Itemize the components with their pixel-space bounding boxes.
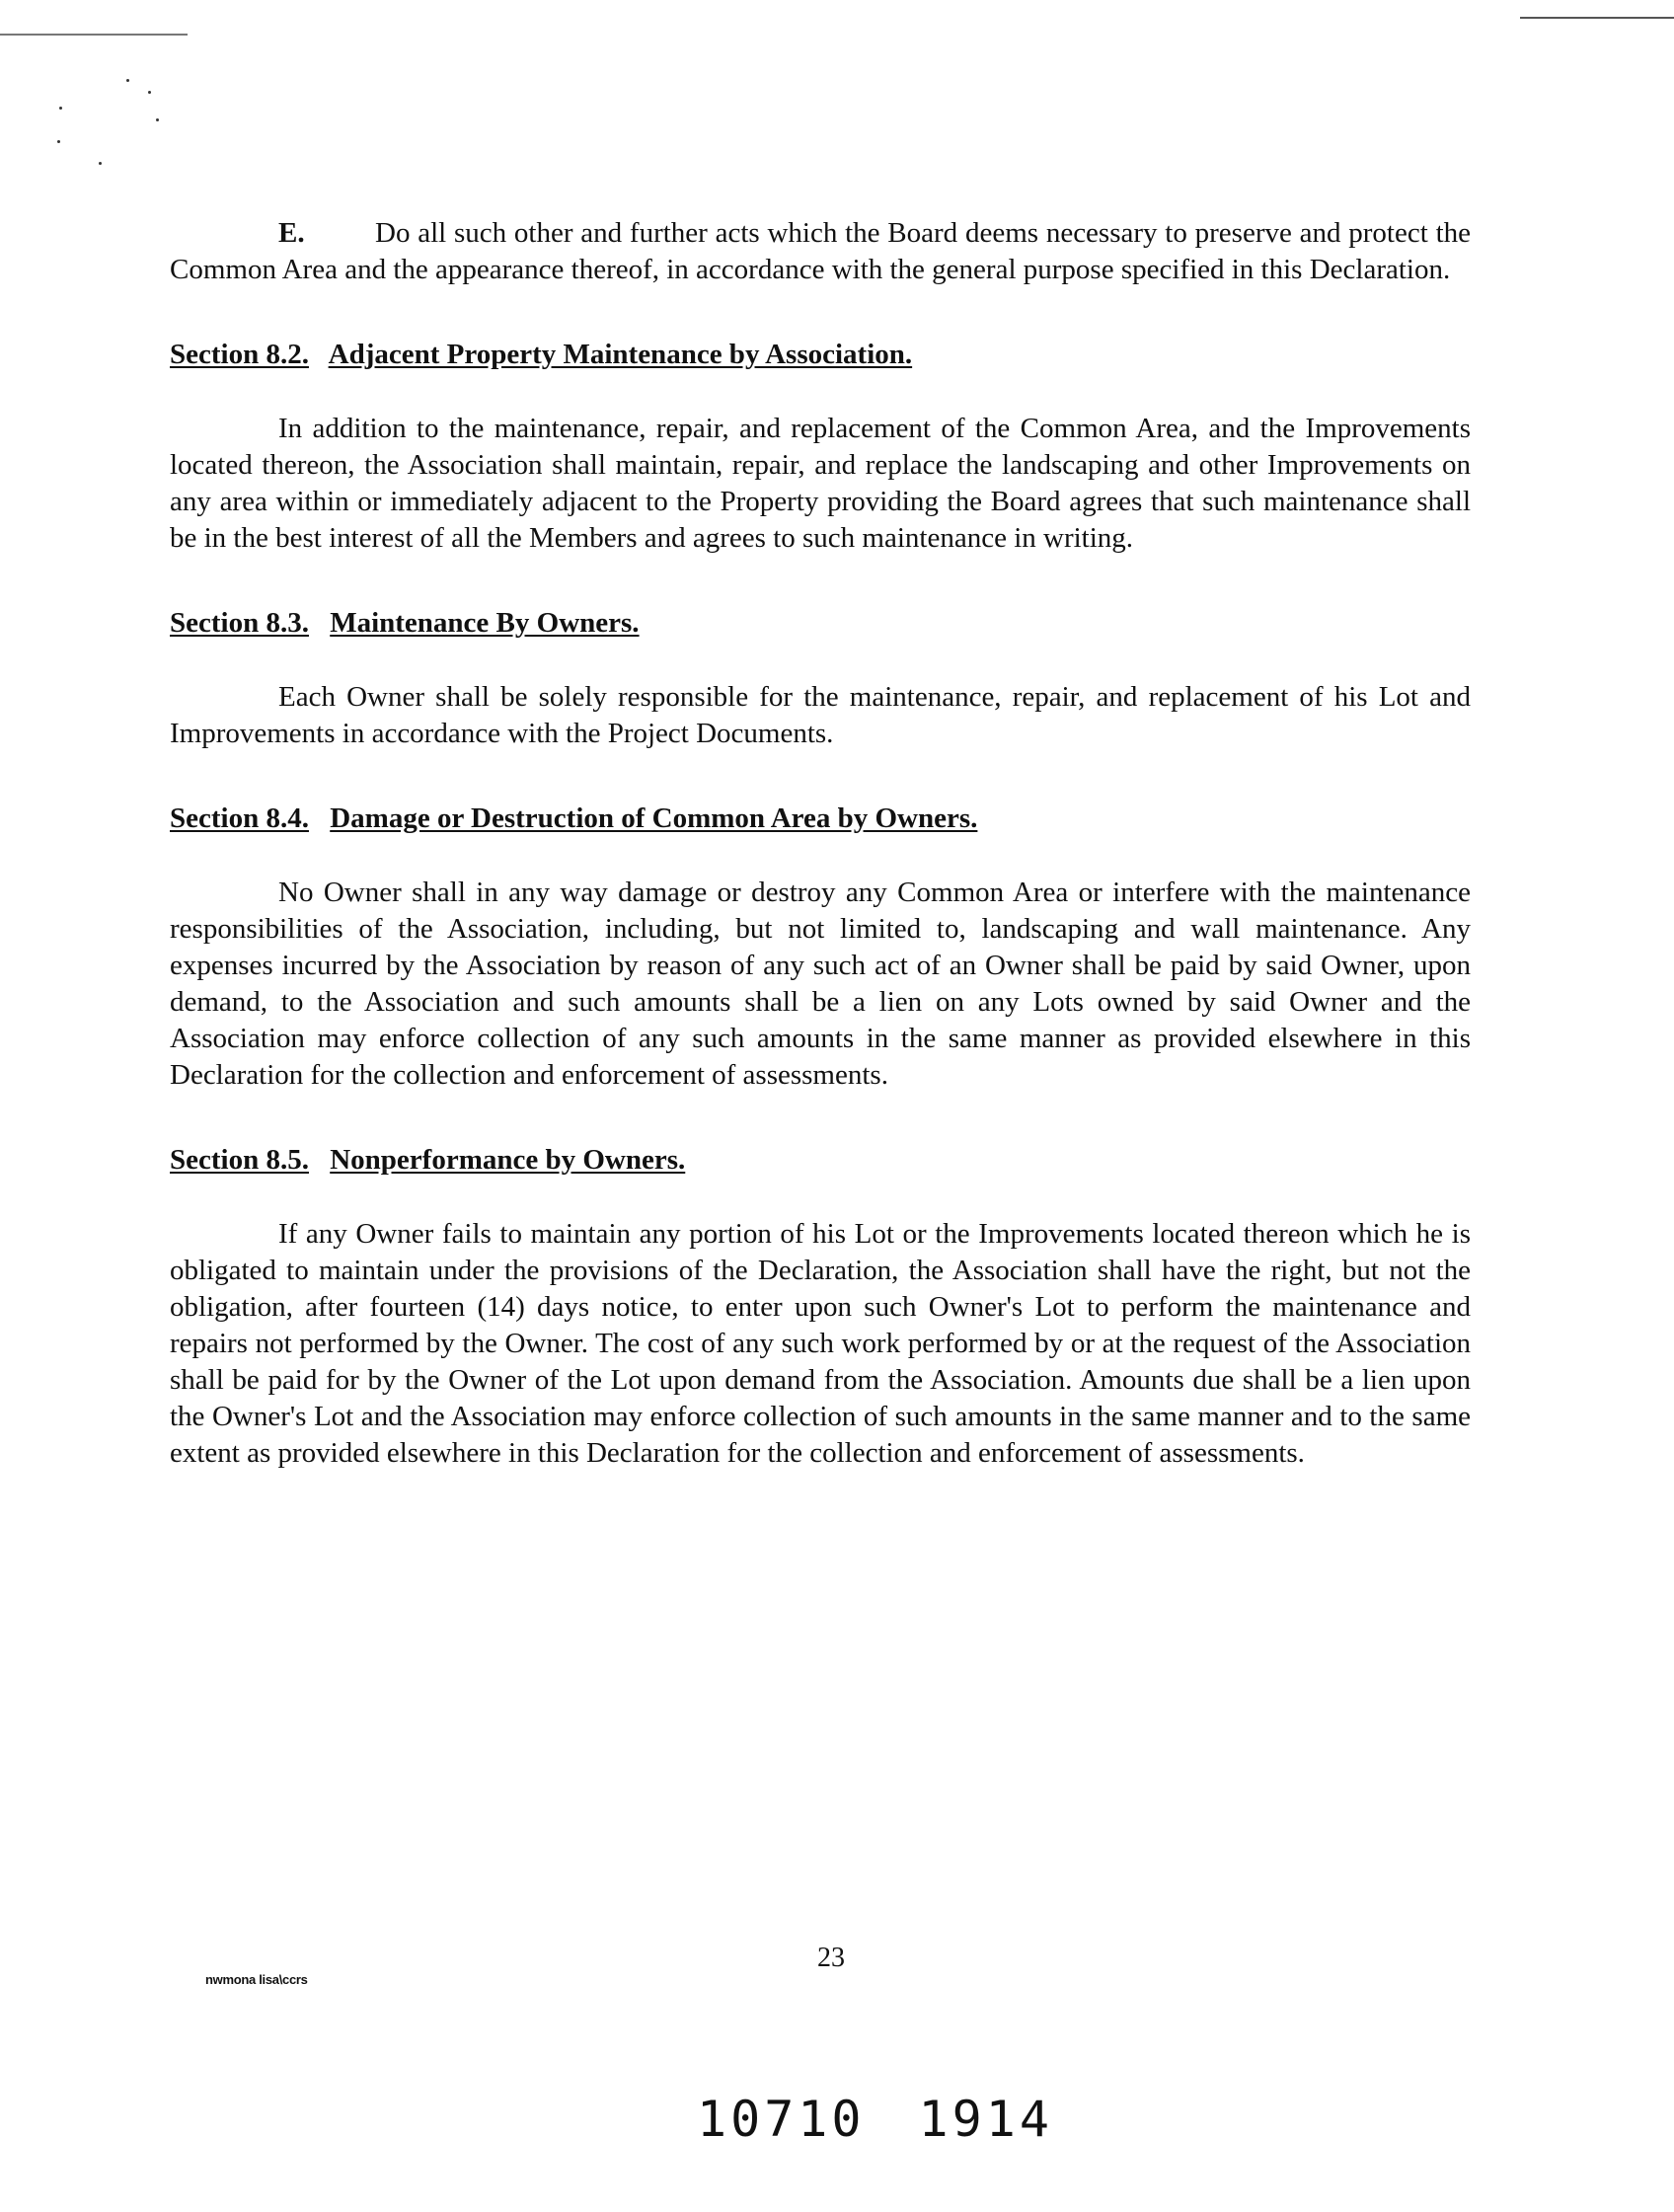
scan-speck xyxy=(156,118,159,121)
section-number: Section 8.5. xyxy=(170,1144,309,1176)
page-number: 23 xyxy=(817,1943,845,1973)
section-heading xyxy=(170,606,1471,640)
section-8-3 xyxy=(170,606,1471,752)
file-reference: nwmona lisa\ccrs xyxy=(205,1972,308,1987)
scan-edge-line-left xyxy=(0,34,188,36)
section-number: Section 8.3. xyxy=(170,607,309,639)
recording-stamp xyxy=(697,2091,1053,2148)
section-8-2 xyxy=(170,338,1471,557)
recording-book-number: 10710 xyxy=(697,2091,866,2148)
scan-speck xyxy=(148,91,151,94)
scan-speck xyxy=(126,79,129,82)
section-heading xyxy=(170,1143,1471,1177)
section-number: Section 8.4. xyxy=(170,802,309,834)
section-title: Nonperformance by Owners. xyxy=(330,1144,686,1176)
section-body: If any Owner fails to maintain any portion of his Lot or the Improvements located thereon which he is obligated to maintain under the provisions of the Declaration, the Association shall have the right, but not the obligation, after fourteen (14) days notice, to enter upon such Owner's Lot to perform the maintenance and repairs not performed by the Owner. The cost of any such work performed by or at the request of the Association shall be paid for by the Owner of the Lot upon demand from the Association. Amounts due shall be a lien upon the Owner's Lot and the Association may enforce collection of such amounts in the same manner and to the same extent as provided elsewhere in this Declaration for the collection and enforcement of assessments. xyxy=(170,1218,1471,1469)
section-title: Adjacent Property Maintenance by Association. xyxy=(328,339,913,370)
section-title: Damage or Destruction of Common Area by Owners. xyxy=(330,802,978,834)
section-body: No Owner shall in any way damage or destroy any Common Area or interfere with the maintenance responsibilities of the Association, including, but not limited to, landscaping and wall maintenance. Any expenses incurred by the Association by reason of any such act of an Owner shall be paid by said Owner, upon demand, to the Association and such amounts shall be a lien on any Lots owned by said Owner and the Association may enforce collection of any such amounts in the same manner as provided elsewhere in this Declaration for the collection and enforcement of assessments. xyxy=(170,877,1471,1091)
section-number: Section 8.2. xyxy=(170,339,309,370)
document-body xyxy=(170,215,1471,1472)
section-title: Maintenance By Owners. xyxy=(330,607,640,639)
item-e-letter: E. xyxy=(278,217,305,249)
item-e-text: Do all such other and further acts which the Board deems necessary to preserve and protect the Common Area and the appearance thereof, in accordance with the general purpose specified in this Declaration. xyxy=(170,217,1471,285)
item-e-paragraph xyxy=(170,215,1471,288)
section-8-5 xyxy=(170,1143,1471,1472)
section-heading xyxy=(170,801,1471,835)
scan-speck xyxy=(99,162,102,165)
recording-page-number: 1914 xyxy=(918,2091,1053,2148)
section-body: Each Owner shall be solely responsible for the maintenance, repair, and replacement of his Lot and Improvements in accordance with the Project Documents. xyxy=(170,681,1471,749)
section-heading xyxy=(170,338,1471,371)
scan-speck xyxy=(57,140,60,143)
section-8-4 xyxy=(170,801,1471,1094)
scan-speck xyxy=(59,107,62,110)
scan-edge-line-right xyxy=(1520,17,1674,19)
section-body: In addition to the maintenance, repair, and replacement of the Common Area, and the Improvements located thereon, the Association shall maintain, repair, and replace the landscaping and other Improvements on any area within or immediately adjacent to the Property providing the Board agrees that such maintenance shall be in the best interest of all the Members and agrees to such maintenance in writing. xyxy=(170,413,1471,554)
